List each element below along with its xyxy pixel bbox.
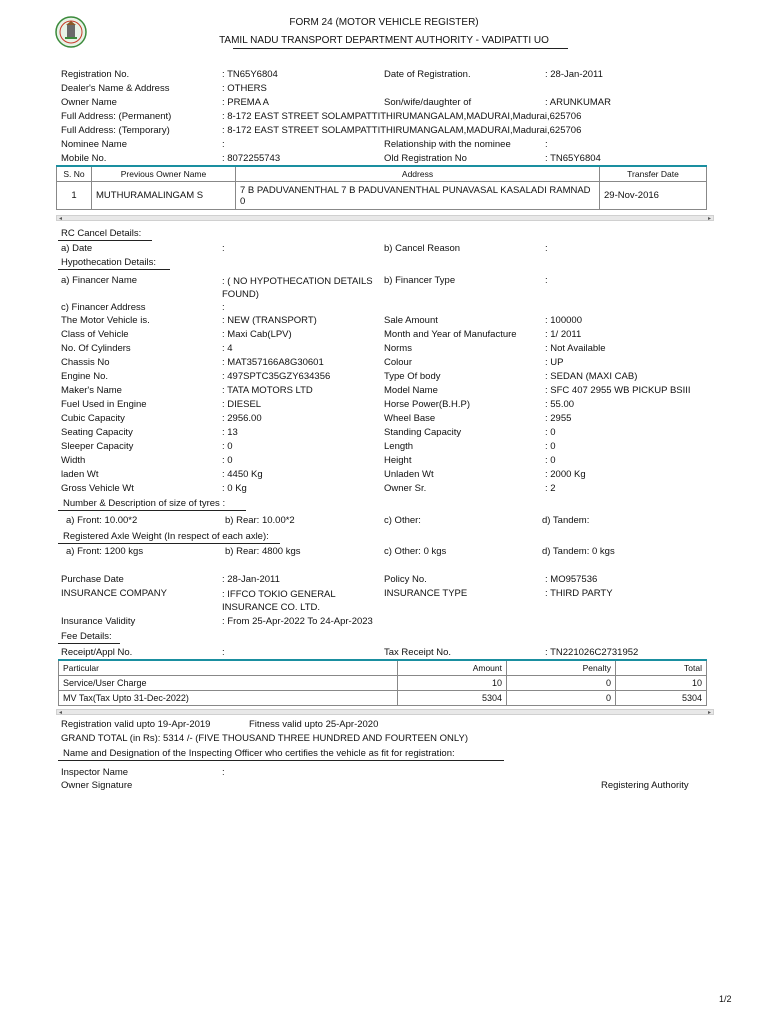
vehicle-left-label: Seating Capacity [61,427,133,438]
tyres-underline [58,510,246,511]
financier-address-label: c) Financer Address [61,302,146,313]
vehicle-right-label: Length [384,441,414,452]
vehicle-left-value: : 4 [222,343,233,354]
vehicle-right-label: Standing Capacity [384,427,462,438]
vehicle-right-value: : SEDAN (MAXI CAB) [545,371,638,382]
axle-other: c) Other: 0 kgs [384,546,447,557]
vehicle-right-value: : Not Available [545,343,606,354]
vehicle-right-label: Height [384,455,412,466]
table-header-row [57,166,707,182]
financier-type-label: b) Financer Type [384,275,456,286]
fee-amount: 5304 [398,691,507,706]
vehicle-right-value: : 1/ 2011 [545,329,582,340]
scroll-right-icon[interactable]: ▸ [707,216,711,222]
fee-particular: MV Tax(Tax Upto 31-Dec-2022) [59,691,398,706]
vehicle-left-label: Gross Vehicle Wt [61,483,134,494]
cancel-date-label: a) Date [61,243,93,254]
col-prev-owner: Previous Owner Name [92,166,236,182]
cancel-reason-value: : [545,243,548,254]
vehicle-right-label: Owner Sr. [384,483,427,494]
owner-name-label: Owner Name [61,97,117,108]
registration-validity: Registration valid upto 19-Apr-2019 [61,719,211,730]
col-penalty: Penalty [507,660,616,676]
vehicle-right-value: : UP [545,357,564,368]
scroll-left-icon[interactable]: ◂ [59,216,63,222]
insurance-company-label: INSURANCE COMPANY [61,588,167,599]
old-reg-value: : TN65Y6804 [545,153,601,164]
inspector-label: Inspector Name [61,767,129,778]
axle-underline [58,543,280,544]
vehicle-right-value: : 0 [545,455,556,466]
tax-receipt-label: Tax Receipt No. [384,647,452,658]
insurance-type-value: : THIRD PARTY [545,588,613,599]
vehicle-left-value: : 0 [222,441,233,452]
col-sno: S. No [57,166,92,182]
axle-tandem: d) Tandem: 0 kgs [542,546,615,557]
owner-name-value: : PREMA A [222,97,269,108]
vehicle-right-label: Sale Amount [384,315,438,326]
col-total: Total [616,660,707,676]
form-title: FORM 24 (MOTOR VEHICLE REGISTER) [289,17,479,28]
tyre-rear: b) Rear: 10.00*2 [225,515,295,526]
insurance-company-value: : IFFCO TOKIO GENERAL INSURANCE CO. LTD. [222,589,336,613]
tax-receipt-value: : TN221026C2731952 [545,647,639,658]
table-row [57,182,707,210]
fee-scrollbar[interactable] [56,709,714,715]
vehicle-left-label: Sleeper Capacity [61,441,134,452]
mobile-label: Mobile No. [61,153,107,164]
relation-value: : ARUNKUMAR [545,97,611,108]
relation-label: Son/wife/daughter of [384,97,472,108]
vehicle-left-label: Maker's Name [61,385,122,396]
insurance-validity-value: : From 25-Apr-2022 To 24-Apr-2023 [222,616,373,627]
receipt-label: Receipt/Appl No. [61,647,133,658]
fee-details-title: Fee Details: [61,631,112,642]
vehicle-right-label: Colour [384,357,412,368]
header-underline [233,48,568,49]
col-transfer-date: Transfer Date [600,166,707,182]
vehicle-right-label: Norms [384,343,412,354]
fitness-validity: Fitness valid upto 25-Apr-2020 [249,719,379,730]
tyre-tandem: d) Tandem: [542,515,590,526]
hypothecation-title: Hypothecation Details: [61,257,157,268]
reg-no-label: Registration No. [61,69,130,80]
col-address: Address [236,166,600,182]
previous-owner-table [56,165,707,210]
rc-cancel-underline [58,240,152,241]
authority-title: TAMIL NADU TRANSPORT DEPARTMENT AUTHORITY - VADIPATTI UO [219,35,549,46]
vehicle-left-value: : NEW (TRANSPORT) [222,315,317,326]
old-reg-label: Old Registration No [384,153,467,164]
vehicle-right-value: : 100000 [545,315,582,326]
vehicle-left-label: No. Of Cylinders [61,343,131,354]
fee-table [58,659,707,706]
vehicle-right-label: Horse Power(B.H.P) [384,399,471,410]
tyre-other: c) Other: [384,515,421,526]
fee-total: 5304 [616,691,707,706]
horizontal-scrollbar[interactable] [56,215,714,221]
dealer-label: Dealer's Name & Address [61,83,170,94]
fee-underline [58,643,120,644]
nominee-label: Nominee Name [61,139,127,150]
insurance-type-label: INSURANCE TYPE [384,588,468,599]
col-amount: Amount [398,660,507,676]
owner-signature: Owner Signature [61,780,133,791]
temp-address-value: : 8-172 EAST STREET SOLAMPATTITHIRUMANGALAM,MADURAI,Madurai,625706 [222,125,582,136]
cancel-date-value: : [222,243,225,254]
reg-date-value: : 28-Jan-2011 [545,69,603,80]
vehicle-left-value: : 497SPTC35GZY634356 [222,371,331,382]
vehicle-left-value: : TATA MOTORS LTD [222,385,313,396]
mobile-value: : 8072255743 [222,153,281,164]
fee-total: 10 [616,676,707,691]
vehicle-right-value: : 0 [545,427,556,438]
vehicle-right-label: Model Name [384,385,438,396]
cancel-reason-label: b) Cancel Reason [384,243,461,254]
tyres-title: Number & Description of size of tyres : [63,498,226,509]
cell-sno: 1 [57,182,92,210]
vehicle-left-label: Fuel Used in Engine [61,399,147,410]
vehicle-right-value: : 2000 Kg [545,469,586,480]
purchase-date-value: : 28-Jan-2011 [222,574,280,585]
tyre-front: a) Front: 10.00*2 [66,515,138,526]
financier-type-value: : [545,275,548,286]
axle-front: a) Front: 1200 kgs [66,546,144,557]
inspector-value: : [222,767,225,778]
officer-note: Name and Designation of the Inspecting Officer who certifies the vehicle as fit for registration: [63,748,455,759]
registering-authority: Registering Authority [601,780,689,791]
vehicle-left-label: The Motor Vehicle is. [61,315,150,326]
fee-penalty: 0 [507,691,616,706]
axle-title: Registered Axle Weight (In respect of each axle): [63,531,269,542]
vehicle-right-value: : 0 [545,441,556,452]
axle-rear: b) Rear: 4800 kgs [225,546,301,557]
vehicle-left-label: Class of Vehicle [61,329,129,340]
vehicle-left-label: Cubic Capacity [61,413,125,424]
fee-particular: Service/User Charge [59,676,398,691]
officer-underline [58,760,504,761]
reg-no-value: : TN65Y6804 [222,69,278,80]
vehicle-left-value: : 0 Kg [222,483,247,494]
vehicle-right-label: Month and Year of Manufacture [384,329,517,340]
vehicle-left-label: Engine No. [61,371,109,382]
vehicle-left-value: : 0 [222,455,233,466]
vehicle-left-value: : 13 [222,427,238,438]
vehicle-left-label: Chassis No [61,357,110,368]
vehicle-left-label: Width [61,455,86,466]
reg-date-label: Date of Registration. [384,69,471,80]
financier-name-value: : ( NO HYPOTHECATION DETAILS FOUND) [222,276,373,300]
perm-address-value: : 8-172 EAST STREET SOLAMPATTITHIRUMANGALAM,MADURAI,Madurai,625706 [222,111,582,122]
vehicle-right-label: Unladen Wt [384,469,434,480]
page-number: 1/2 [719,994,732,1004]
vehicle-left-value: : MAT357166A8G30601 [222,357,324,368]
rc-cancel-title: RC Cancel Details: [61,228,142,239]
scroll-left-icon[interactable]: ◂ [59,710,63,716]
nominee-relation-value: : [545,139,548,150]
vehicle-left-value: : 2956.00 [222,413,262,424]
hypothecation-underline [58,269,170,270]
temp-address-label: Full Address: (Temporary) [61,125,170,136]
vehicle-right-value: : 2955 [545,413,572,424]
vehicle-right-value: : 2 [545,483,556,494]
fee-amount: 10 [398,676,507,691]
cell-address: 7 B PADUVANENTHAL 7 B PADUVANENTHAL PUNAVASAL KASALADI RAMNAD 0 [236,182,600,210]
vehicle-right-value: : 55.00 [545,399,575,410]
vehicle-right-label: Wheel Base [384,413,436,424]
vehicle-right-value: : SFC 407 2955 WB PICKUP BSIII [545,385,691,396]
vehicle-right-label: Type Of body [384,371,441,382]
receipt-value: : [222,647,225,658]
nominee-relation-label: Relationship with the nominee [384,139,511,150]
grand-total: GRAND TOTAL (in Rs): 5314 /- (FIVE THOUSAND THREE HUNDRED AND FOURTEEN ONLY) [61,733,468,744]
fee-header-row [59,660,707,676]
vehicle-left-value: : Maxi Cab(LPV) [222,329,292,340]
fee-penalty: 0 [507,676,616,691]
insurance-validity-label: Insurance Validity [61,616,136,627]
nominee-value: : [222,139,225,150]
cell-transfer-date: 29-Nov-2016 [600,182,707,210]
cell-prev-owner: MUTHURAMALINGAM S [92,182,236,210]
dealer-value: : OTHERS [222,83,267,94]
table-row [59,676,707,691]
col-particular: Particular [59,660,398,676]
policy-label: Policy No. [384,574,427,585]
policy-value: : MO957536 [545,574,598,585]
purchase-date-label: Purchase Date [61,574,124,585]
scroll-right-icon[interactable]: ▸ [707,710,711,716]
financier-address-value: : [222,302,225,313]
vehicle-left-label: laden Wt [61,469,99,480]
financier-name-label: a) Financer Name [61,275,138,286]
vehicle-left-value: : DIESEL [222,399,262,410]
table-row [59,691,707,706]
vehicle-left-value: : 4450 Kg [222,469,263,480]
perm-address-label: Full Address: (Permanent) [61,111,172,122]
